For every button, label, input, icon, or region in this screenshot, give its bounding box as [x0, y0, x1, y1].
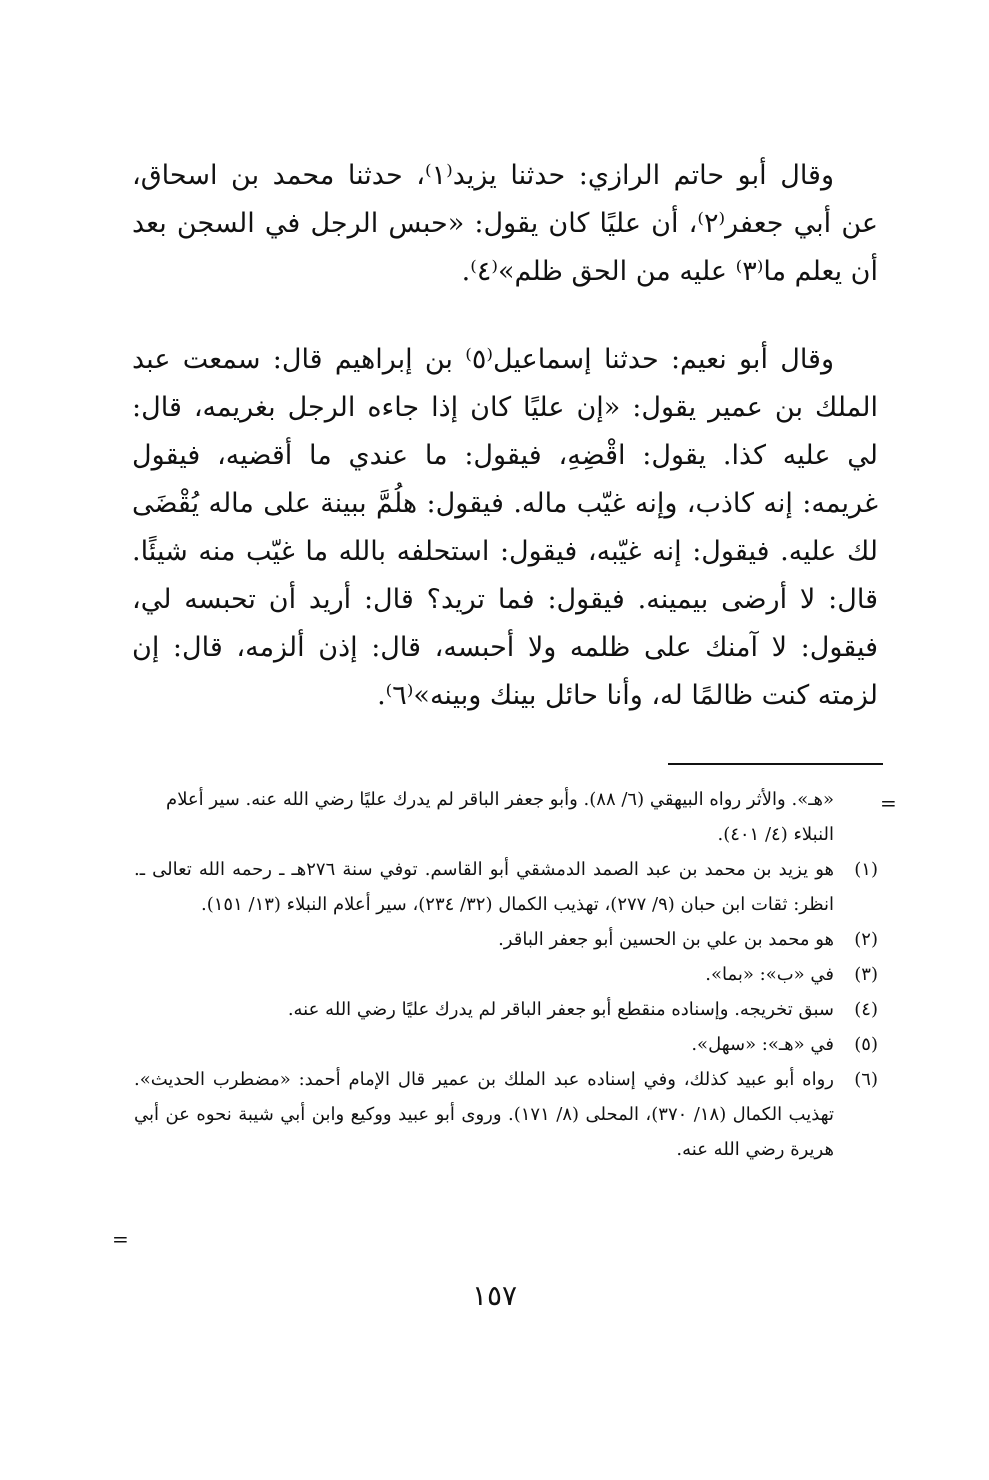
- footnote-end-mark: =: [112, 1227, 129, 1251]
- footnote-text: هو يزيد بن محمد بن عبد الصمد الدمشقي أبو القاسم. توفي سنة ٢٧٦هـ ـ رحمه الله تعالى ـ. انظر: ثقات ابن حبان (٩/ ٢٧٧)، تهذيب الكمال (٣٢/ ٢٣٤)، سير أعلام النبلاء (١٣/ ١٥١).: [134, 859, 834, 915]
- paragraph-2: [132, 336, 878, 720]
- footnote-number: (٣): [854, 964, 878, 985]
- footnote-text: سبق تخريجه. وإسناده منقطع أبو جعفر الباقر لم يدرك عليًا رضي الله عنه.: [287, 999, 834, 1020]
- footnote-6: [134, 1062, 878, 1167]
- footnote-3: [134, 957, 878, 992]
- footnote-1: [134, 852, 878, 922]
- footnotes: [134, 782, 878, 1167]
- footnote-number: (٤): [854, 999, 878, 1020]
- footnote-2: [134, 922, 878, 957]
- footnote-continuation-mark: =: [880, 791, 897, 815]
- footnote-number: (٦): [854, 1069, 878, 1090]
- footnote-number: (٥): [854, 1034, 878, 1055]
- paragraph-1: [132, 152, 878, 296]
- footnote-text: رواه أبو عبيد كذلك، وفي إسناده عبد الملك بن عمير قال الإمام أحمد: «مضطرب الحديث». تهذيب الكمال (١٨/ ٣٧٠)، المحلى (٨/ ١٧١). وروى أبو عبيد ووكيع وابن أبي شيبة نحوه عن أبي هريرة رضي الله عنه.: [134, 1069, 834, 1160]
- footnote-number: (١): [854, 859, 878, 880]
- footnote-5: [134, 1027, 878, 1062]
- paragraph-text: وقال أبو نعيم: حدثنا إسماعيل⁽٥⁾ بن إبراهيم قال: سمعت عبد الملك بن عمير يقول: «إن عليًا كان إذا جاءه الرجل بغريمه، قال: لي عليه كذا. يقول: اقْضِهِ، فيقول: ما عندي ما أقضيه، فيقول غريمه: إنه كاذب، وإنه غيّب ماله. فيقول: هلُمَّ ببينة على ماله يُقْضَى لك عليه. فيقول: إنه غيّبه، فيقول: استحلفه بالله ما غيّب منه شيئًا. قال: لا أرضى بيمينه. فيقول: فما تريد؟ قال: أريد أن تحبسه لي، فيقول: لا آمنك على ظلمه ولا أحبسه، قال: إذن ألزمه، قال: إن لزمته كنت ظالمًا له، وأنا حائل بينك وبينه»⁽٦⁾.: [132, 344, 878, 711]
- footnote-separator: [668, 763, 883, 765]
- footnote-text: في «هـ»: «سهل».: [691, 1034, 834, 1055]
- paragraph-text: وقال أبو حاتم الرازي: حدثنا يزيد⁽١⁾، حدثنا محمد بن اسحاق، عن أبي جعفر⁽٢⁾، أن عليًا كان يقول: «حبس الرجل في السجن بعد أن يعلم ما⁽٣⁾ عليه من الحق ظلم»⁽٤⁾.: [132, 160, 878, 287]
- footnote-text: «هـ». والأثر رواه البيهقي (٦/ ٨٨). وأبو جعفر الباقر لم يدرك عليًا رضي الله عنه. سير أعلام النبلاء (٤/ ٤٠١).: [166, 789, 834, 845]
- page-number: ١٥٧: [471, 1279, 518, 1312]
- footnote-continued: [134, 782, 878, 852]
- footnote-text: هو محمد بن علي بن الحسين أبو جعفر الباقر.: [498, 929, 834, 950]
- footnote-text: في «ب»: «بما».: [705, 964, 834, 985]
- footnote-number: (٢): [854, 929, 878, 950]
- footnote-4: [134, 992, 878, 1027]
